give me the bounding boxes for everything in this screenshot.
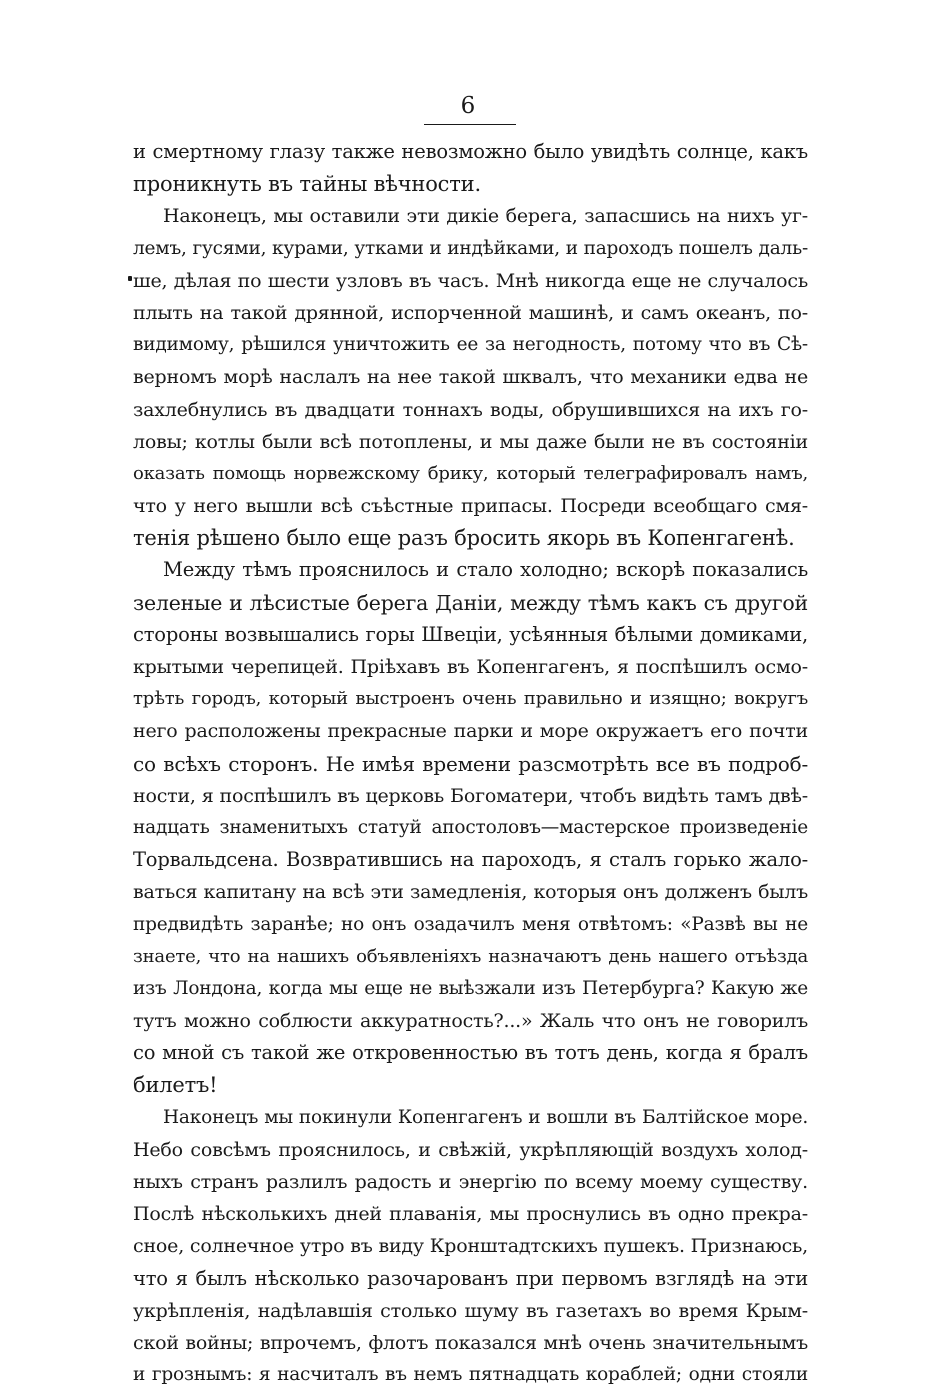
- text-line: со всѣхъ сторонъ. Не имѣя времени разсмотрѣть все въ подроб-: [133, 751, 808, 776]
- text-line: него расположены прекрасные парки и море окружаетъ его почти: [133, 720, 808, 743]
- text-line: билетъ!: [133, 1073, 218, 1098]
- text-line: Небо совсѣмъ прояснилось, и свѣжій, укрѣпляющій воздухъ холод-: [133, 1138, 808, 1161]
- text-line: что я былъ нѣсколько разочарованъ при первомъ взглядѣ на эти: [133, 1266, 808, 1290]
- text-line: и грознымъ: я насчиталъ въ немъ пятнадцать кораблей; одни стояли: [133, 1364, 808, 1386]
- text-line: Торвальдсена. Возвратившись на пароходъ, я сталъ горько жало-: [133, 848, 808, 872]
- text-line: ныхъ странъ разлилъ радость и энергію по всему моему существу.: [133, 1171, 808, 1193]
- text-line: захлебнулись въ двадцати тоннахъ воды, обрушившихся на ихъ го-: [133, 398, 808, 421]
- text-line: Между тѣмъ прояснилось и стало холодно; вскорѣ показались: [163, 558, 808, 582]
- text-line: тенія рѣшено было еще разъ бросить якорь въ Копенгагенѣ.: [133, 526, 795, 551]
- text-line: стороны возвышались горы Швеціи, усѣянныя бѣлыми домиками,: [133, 622, 808, 646]
- header-rule: [424, 124, 516, 125]
- text-line: Наконецъ, мы оставили эти дикіе берега, запасшись на нихъ уг-: [163, 205, 808, 228]
- text-line: трѣть городъ, который выстроенъ очень правильно и изящно; вокругъ: [133, 688, 808, 710]
- text-line: ваться капитану на всѣ эти замедленія, которыя онъ долженъ былъ: [133, 881, 808, 904]
- text-line: ше, дѣлая по шести узловъ въ часъ. Мнѣ никогда еще не случалось: [133, 269, 808, 292]
- text-line: лемъ, гусями, курами, утками и индѣйками, и пароходъ пошелъ даль-: [133, 237, 808, 259]
- text-line: видимому, рѣшился уничтожить ее за негодность, потому что въ Сѣ-: [133, 334, 808, 356]
- text-line: знаете, что на нашихъ объявленіяхъ назначаютъ день нашего отъѣзда: [133, 945, 808, 967]
- text-line: ности, я поспѣшилъ въ церковь Богоматери, чтобъ видѣть тамъ двѣ-: [133, 784, 808, 807]
- text-line: со мной съ такой же откровенностью въ тотъ день, когда я бралъ: [133, 1041, 808, 1065]
- body-text: [133, 136, 808, 1391]
- text-line: сное, солнечное утро въ виду Кронштадтскихъ пушекъ. Признаюсь,: [133, 1235, 808, 1258]
- text-line: что у него вышли всѣ съѣстные припасы. Посреди всеобщаго смя-: [133, 495, 808, 518]
- text-line: плыть на такой дрянной, испорченной машинѣ, и самъ океанъ, по-: [133, 301, 808, 324]
- text-line: изъ Лондона, когда мы еще не выѣзжали изъ Петербурга? Какую же: [133, 977, 808, 999]
- text-line: проникнуть въ тайны вѣчности.: [133, 172, 481, 197]
- text-line: крытыми черепицей. Пріѣхавъ въ Копенгагенъ, я поспѣшилъ осмо-: [133, 656, 808, 678]
- print-speck: [128, 276, 132, 281]
- page-number: 6: [460, 93, 476, 119]
- text-line: тутъ можно соблюсти аккуратность?...» Жаль что онъ не говорилъ: [133, 1010, 808, 1033]
- text-line: предвидѣть заранѣе; но онъ озадачилъ меня отвѣтомъ: «Развѣ вы не: [133, 913, 808, 935]
- text-line: ловы; котлы были всѣ потоплены, и мы даже были не въ состояніи: [133, 430, 808, 453]
- text-line: ской войны; впрочемъ, флотъ показался мнѣ очень значительнымъ: [133, 1331, 808, 1354]
- text-line: оказать помощь норвежскому брику, который телеграфировалъ намъ,: [133, 462, 808, 484]
- text-line: Наконецъ мы покинули Копенгагенъ и вошли въ Балтійское море.: [163, 1106, 808, 1128]
- text-line: Послѣ нѣсколькихъ дней плаванія, мы проснулись въ одно прекра-: [133, 1203, 808, 1226]
- text-line: и смертному глазу также невозможно было увидѣть солнце, какъ: [133, 140, 808, 163]
- text-line: надцать знаменитыхъ статуй апостоловъ—мастерское произведеніе: [133, 816, 808, 838]
- text-line: зеленые и лѣсистые берега Даніи, между тѣмъ какъ съ другой: [133, 590, 808, 615]
- text-line: укрѣпленія, надѣлавшія столько шуму въ газетахъ во время Крым-: [133, 1299, 808, 1322]
- text-line: верномъ морѣ наслалъ на нее такой шквалъ, что механики едва не: [133, 366, 808, 389]
